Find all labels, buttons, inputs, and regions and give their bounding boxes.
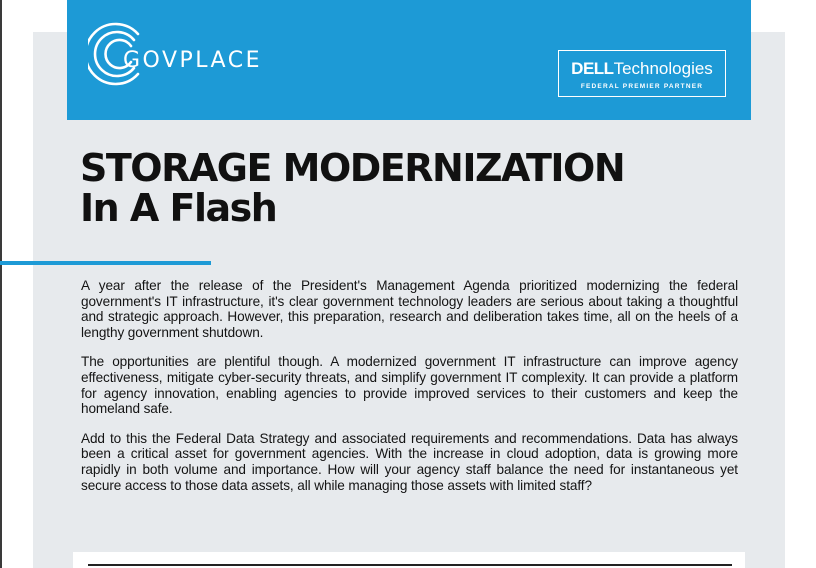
partner-brand-primary: DELL: [571, 59, 614, 78]
partner-badge: [558, 50, 726, 97]
partner-brand-secondary: Technologies: [613, 59, 713, 78]
brand-wordmark: GOVPLACE: [123, 48, 262, 73]
paragraph-2: The opportunities are plentiful though. A modernized government IT infrastructure can improve agency effectiveness, mitigate cyber-security threats, and simplify government IT complexity. It can provide a platform for agency innovation, enabling agencies to provide improved services to their customers and keep the homeland safe.: [81, 354, 738, 417]
paragraph-3: Add to this the Federal Data Strategy and associated requirements and recommendations. Data has always been a critical asset for government agencies. With the increase in cloud adoption, data is growing more rapidly in both volume and importance. How will your agency staff balance the need for instantaneous yet secure access to those data assets, all while managing those assets with limited staff?: [81, 430, 738, 493]
card-top-rule: [88, 564, 732, 566]
partner-brand: [569, 59, 715, 79]
title-line-1: STORAGE MODERNIZATION: [80, 146, 625, 190]
article-title: [80, 148, 730, 228]
article-body: [81, 278, 738, 507]
accent-divider: [0, 261, 211, 265]
page-edge-rule: [0, 0, 2, 568]
paragraph-1: A year after the release of the President's Management Agenda prioritized modernizing the federal government's IT infrastructure, it's clear government technology leaders are serious about taking a thoughtful and strategic approach. However, this preparation, research and deliberation takes time, all on the heels of a lengthy government shutdown.: [81, 278, 738, 340]
partner-tier: FEDERAL PREMIER PARTNER: [580, 83, 704, 90]
title-line-2: In A Flash: [80, 186, 277, 230]
